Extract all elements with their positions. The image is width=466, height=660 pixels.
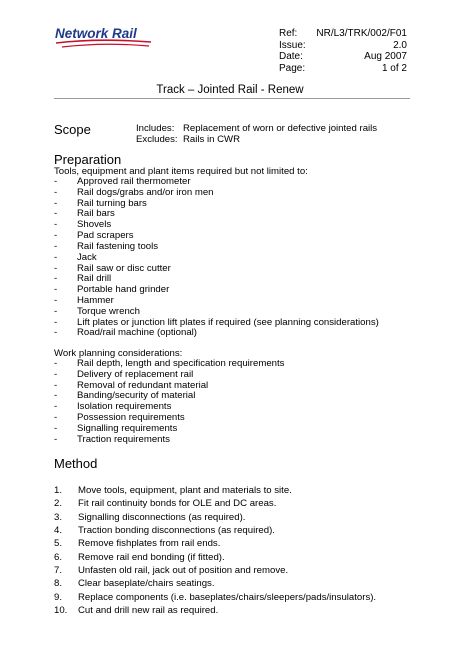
network-rail-logo — [54, 24, 154, 52]
method-step — [54, 577, 376, 590]
method-step — [54, 524, 376, 537]
bullet: - — [54, 390, 58, 402]
step-number: 2. — [54, 498, 63, 510]
step-text: Remove fishplates from rail ends. — [78, 538, 221, 550]
item-text: Rail drill — [77, 273, 112, 285]
scope-excludes — [136, 135, 377, 146]
document-meta — [279, 28, 407, 74]
logo-wordmark: Network Rail — [55, 26, 137, 41]
bullet: - — [54, 368, 58, 380]
meta-row-ref — [279, 28, 407, 40]
item-text: Lift plates or junction lift plates if required (see planning considerations) — [77, 316, 379, 328]
step-text: Signalling disconnections (as required). — [78, 511, 246, 523]
meta-row-page — [279, 63, 407, 75]
step-text: Remove rail end bonding (if fitted). — [78, 551, 225, 563]
step-number: 4. — [54, 524, 63, 536]
item-text: Rail saw or disc cutter — [77, 262, 171, 274]
item-text: Portable hand grinder — [77, 284, 170, 296]
step-number: 9. — [54, 591, 63, 603]
method-step — [54, 604, 376, 617]
logo-swoosh-bottom — [62, 44, 149, 47]
item-text: Hammer — [77, 294, 114, 306]
bullet: - — [54, 186, 58, 198]
item-text: Rail dogs/grabs and/or iron men — [77, 186, 214, 198]
item-text: Isolation requirements — [77, 401, 172, 413]
meta-label: Issue: — [279, 39, 306, 51]
bullet: - — [54, 284, 58, 296]
bullet: - — [54, 176, 58, 187]
excludes-text: Rails in CWR — [183, 133, 241, 145]
item-text: Jack — [77, 251, 97, 263]
meta-value: 2.0 — [393, 39, 407, 51]
bullet: - — [54, 208, 58, 220]
bullet: - — [54, 433, 58, 445]
meta-value: Aug 2007 — [364, 51, 407, 63]
item-text: Signalling requirements — [77, 422, 178, 434]
bullet: - — [54, 412, 58, 424]
method-heading: Method — [54, 456, 98, 471]
step-text: Traction bonding disconnections (as required). — [78, 524, 275, 536]
item-text: Torque wrench — [77, 305, 140, 317]
bullet: - — [54, 273, 58, 285]
bullet: - — [54, 251, 58, 263]
includes-text: Replacement of worn or defective jointed rails — [183, 123, 378, 134]
document-title: Track – Jointed Rail - Renew — [156, 84, 304, 96]
list-item — [54, 188, 379, 199]
step-number: 5. — [54, 538, 63, 550]
step-number: 7. — [54, 564, 63, 576]
bullet: - — [54, 401, 58, 413]
list-item — [54, 253, 379, 264]
step-number: 8. — [54, 578, 63, 590]
step-text: Fit rail continuity bonds for OLE and DC areas. — [78, 498, 277, 510]
item-text: Rail fastening tools — [77, 240, 159, 252]
item-text: Road/rail machine (optional) — [77, 327, 197, 339]
tools-list — [54, 177, 379, 339]
meta-label: Ref: — [279, 28, 298, 39]
step-text: Replace components (i.e. baseplates/chairs/sleepers/pads/insulators). — [78, 591, 377, 603]
method-steps — [54, 484, 376, 617]
item-text: Delivery of replacement rail — [77, 368, 194, 380]
list-item — [54, 307, 379, 318]
method-step — [54, 591, 376, 604]
list-item — [54, 370, 284, 381]
item-text: Approved rail thermometer — [77, 176, 191, 187]
step-text: Clear baseplate/chairs seatings. — [78, 578, 215, 590]
method-step — [54, 484, 376, 497]
excludes-label: Excludes: — [136, 133, 178, 145]
method-step — [54, 497, 376, 510]
meta-row-issue — [279, 40, 407, 52]
bullet: - — [54, 422, 58, 434]
scope-body — [136, 124, 377, 146]
item-text: Rail bars — [77, 208, 115, 220]
preparation-intro: Tools, equipment and plant items required but not limited to: — [54, 166, 308, 177]
item-text: Removal of redundant material — [77, 379, 209, 391]
step-text: Unfasten old rail, jack out of position and remove. — [78, 564, 289, 576]
step-number: 10. — [54, 604, 68, 616]
item-text: Shovels — [77, 219, 112, 231]
bullet: - — [54, 262, 58, 274]
bullet: - — [54, 327, 58, 339]
bullet: - — [54, 197, 58, 209]
method-step — [54, 537, 376, 550]
item-text: Pad scrapers — [77, 230, 134, 242]
bullet: - — [54, 358, 58, 369]
bullet: - — [54, 316, 58, 328]
bullet: - — [54, 219, 58, 231]
item-text: Traction requirements — [77, 433, 170, 445]
includes-label: Includes: — [136, 123, 175, 134]
title-divider — [54, 98, 410, 99]
step-text: Cut and drill new rail as required. — [78, 604, 219, 616]
bullet: - — [54, 294, 58, 306]
step-number: 1. — [54, 485, 63, 496]
bullet: - — [54, 305, 58, 317]
work-planning-intro: Work planning considerations: — [54, 348, 183, 359]
list-item — [54, 435, 284, 446]
step-text: Move tools, equipment, plant and materials to site. — [78, 485, 292, 496]
list-item — [54, 242, 379, 253]
meta-row-date — [279, 51, 407, 63]
method-step — [54, 564, 376, 577]
logo-graphic — [54, 24, 154, 52]
item-text: Rail turning bars — [77, 197, 147, 209]
item-text: Banding/security of material — [77, 390, 196, 402]
bullet: - — [54, 240, 58, 252]
meta-value: 1 of 2 — [381, 62, 407, 74]
step-number: 6. — [54, 551, 63, 563]
item-text: Rail depth, length and specification requirements — [77, 358, 285, 369]
list-item — [54, 328, 379, 339]
preparation-heading: Preparation — [54, 152, 122, 167]
meta-value: NR/L3/TRK/002/F01 — [316, 28, 407, 39]
scope-heading: Scope — [54, 122, 91, 137]
bullet: - — [54, 230, 58, 242]
meta-label: Date: — [279, 51, 303, 63]
step-number: 3. — [54, 511, 63, 523]
method-step — [54, 551, 376, 564]
method-step — [54, 511, 376, 524]
bullet: - — [54, 379, 58, 391]
work-planning-list — [54, 359, 284, 446]
meta-label: Page: — [279, 62, 306, 74]
item-text: Possession requirements — [77, 412, 185, 424]
